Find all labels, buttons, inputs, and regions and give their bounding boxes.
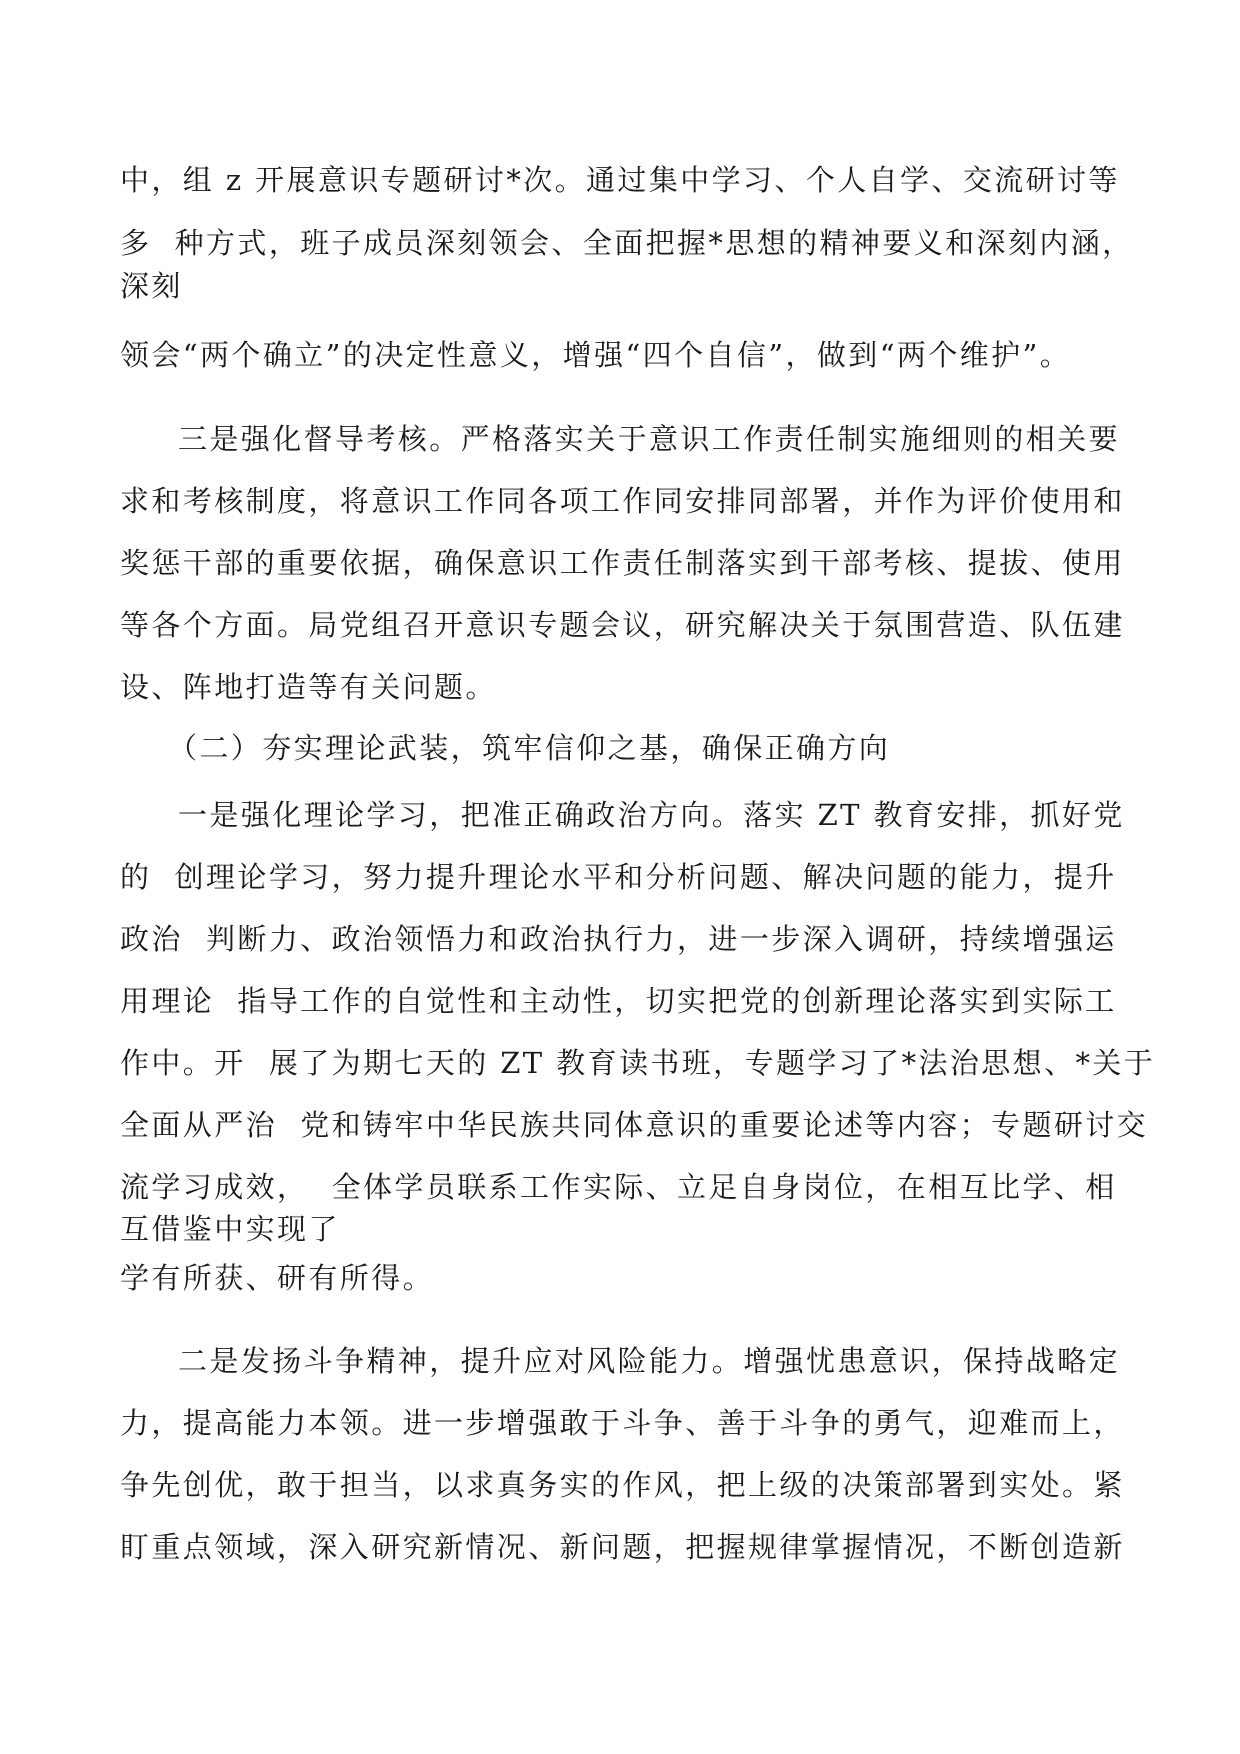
text-line: 中，组 z 开展意识专题研讨*次。通过集中学习、个人自学、交流研讨等 [120, 163, 1120, 197]
text-line: 作中。开 展了为期七天的 ZT 教育读书班，专题学习了*法治思想、*关于 [120, 1046, 1156, 1080]
text-line: 争先创优，敢于担当，以求真务实的作风，把上级的决策部署到实处。紧 [120, 1468, 1125, 1502]
text-line: 领会“两个确立”的决定性意义，增强“四个自信”，做到“两个维护”。 [120, 338, 1072, 372]
text-line: 等各个方面。局党组召开意识专题会议，研究解决关于氛围营造、队伍建 [120, 608, 1125, 642]
text-line: 多 种方式，班子成员深刻领会、全面把握*思想的精神要义和深刻内涵， [120, 226, 1134, 260]
text-line: 政治 判断力、政治领悟力和政治执行力，进一步深入调研，持续增强运 [120, 922, 1117, 956]
text-line: 的 创理论学习，努力提升理论水平和分析问题、解决问题的能力，提升 [120, 860, 1117, 894]
text-line: 二是发扬斗争精神，提升应对风险能力。增强忧患意识，保持战略定 [178, 1344, 1121, 1378]
text-line: 三是强化督导考核。严格落实关于意识工作责任制实施细则的相关要 [178, 422, 1121, 456]
text-line: 互借鉴中实现了 [120, 1212, 340, 1246]
text-line: 流学习成效， 全体学员联系工作实际、立足自身岗位，在相互比学、相 [120, 1170, 1117, 1204]
text-line: 力，提高能力本领。进一步增强敢于斗争、善于斗争的勇气，迎难而上， [120, 1406, 1125, 1440]
text-line: 奖惩干部的重要依据，确保意识工作责任制落实到干部考核、提拔、使用 [120, 546, 1125, 580]
text-line: 盯重点领域，深入研究新情况、新问题，把握规律掌握情况，不断创造新 [120, 1530, 1125, 1564]
text-line: 学有所获、研有所得。 [120, 1261, 435, 1295]
text-line: 全面从严治 党和铸牢中华民族共同体意识的重要论述等内容；专题研讨交 [120, 1108, 1149, 1142]
heading-line: （二）夯实理论武装，筑牢信仰之基，确保正确方向 [168, 731, 891, 765]
text-line: 设、阵地打造等有关问题。 [120, 670, 497, 704]
text-line: 一是强化理论学习，把准正确政治方向。落实 ZT 教育安排，抓好党 [178, 798, 1125, 832]
text-line: 求和考核制度，将意识工作同各项工作同安排同部署，并作为评价使用和 [120, 484, 1125, 518]
text-line: 用理论 指导工作的自觉性和主动性，切实把党的创新理论落实到实际工 [120, 984, 1117, 1018]
text-line: 深刻 [120, 269, 183, 303]
